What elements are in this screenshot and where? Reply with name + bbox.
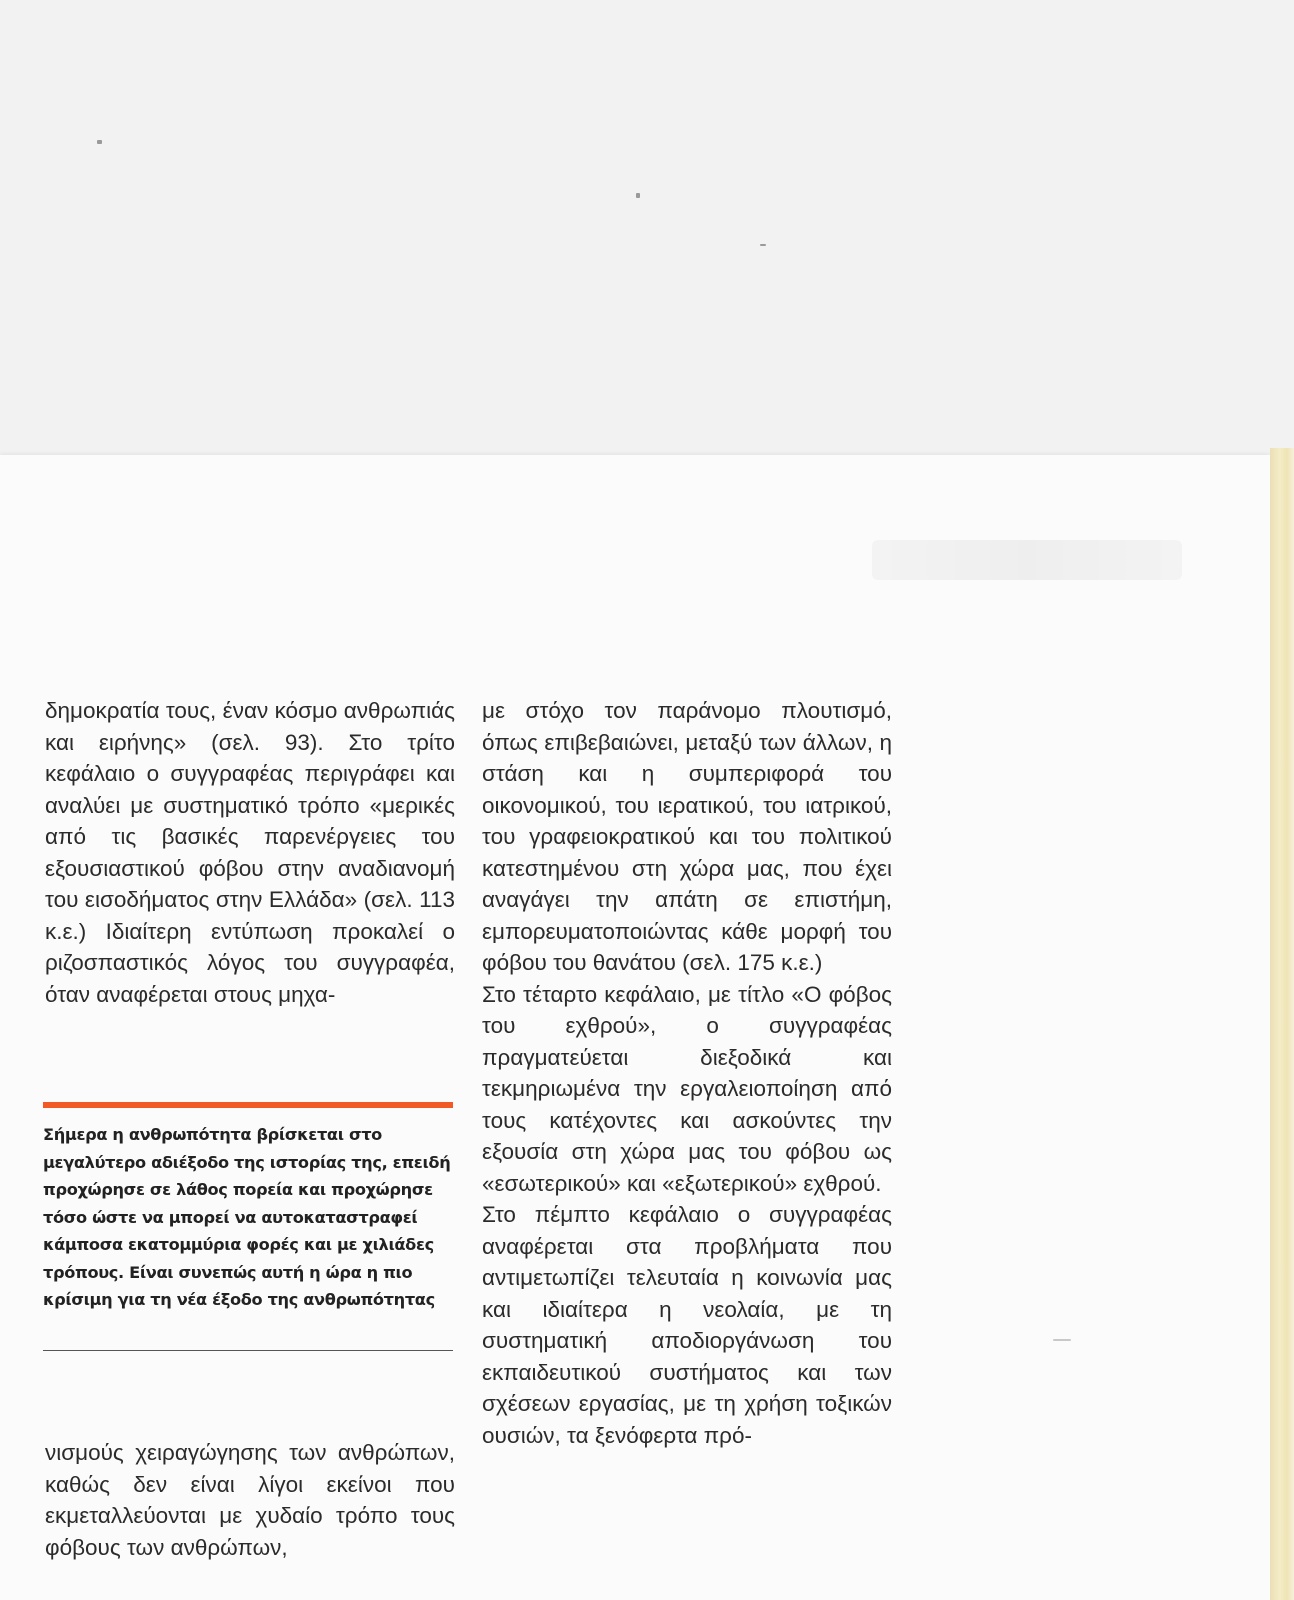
page-edge [1270,448,1294,1600]
pull-quote: Σήμερα η ανθρωπότητα βρίσκεται στο μεγαλύτερο αδιέξοδο της ιστορίας της, επειδή προχώρησε σε λάθος πορεία και προχώρησε τόσο ώστε να μπορεί να αυτοκαταστραφεί κάμποσα εκατομμύρια φορές και με χιλιάδες τρόπους. Είναι συνεπώς αυτή η ώρα η πιο κρίσιμη για τη νέα έξοδο της ανθρωπότητας [43,1125,451,1309]
faint-show-through-header [872,540,1182,580]
pull-quote-top-rule [43,1102,453,1108]
article-column-left-top [45,695,455,1010]
dust-speck [760,244,766,246]
article-column-left-bottom [45,1437,455,1563]
article-paragraph: με στόχο τον παράνομο πλουτισμό, όπως επιβεβαιώνει, μεταξύ των άλλων, η στάση και η συμπεριφορά του οικονομικού, του ιερατικού, του ιατρικού, του γραφειοκρατικού και του πολιτικού κατεστημένου στη χώρα μας, που έχει αναγάγει την απάτη σε επιστήμη, εμπορευματοποιώντας κάθε μορφή του φόβου του θανάτου (σελ. 175 κ.ε.) [482,698,892,975]
article-paragraph: δημοκρατία τους, έναν κόσμο ανθρωπιάς και ειρήνης» (σελ. 93). Στο τρίτο κεφάλαιο ο συγγραφέας περιγράφει και αναλύει με συστηματικό τρόπο «μερικές από τις βασικές παρενέργειες του εξουσιαστικού φόβου στην αναδιανομή του εισοδήματος στην Ελλάδα» (σελ. 113 κ.ε.) Ιδιαίτερη εντύπωση προκαλεί ο ριζοσπαστικός λόγος του συγγραφέα, όταν αναφέρεται στους μηχα- [45,698,455,1007]
article-paragraph: νισμούς χειραγώγησης των ανθρώπων, καθώς δεν είναι λίγοι εκείνοι που εκμεταλλεύονται με χυδαίο τρόπο τους φόβους των ανθρώπων, [45,1440,455,1560]
pull-quote-bottom-rule [43,1350,453,1351]
article-column-right [482,695,892,1451]
dust-speck [1053,1339,1071,1341]
dust-speck [636,193,640,198]
dust-speck [97,140,102,144]
article-paragraph: Στο τέταρτο κεφάλαιο, με τίτλο «Ο φόβος του εχθρού», ο συγγραφέας πραγματεύεται διεξοδικά και τεκμηριωμένα την εργαλειοποίηση από τους κατέχοντες και ασκούντες την εξουσία στη χώρα μας του φόβου ως «εσωτερικού» και «εξωτερικού» εχθρού. [482,981,892,1196]
article-paragraph: Στο πέμπτο κεφάλαιο ο συγγραφέας αναφέρεται στα προβλήματα που αντιμετωπίζει τελευταία η κοινωνία μας και ιδιαίτερα η νεολαία, με τη συστηματική αποδιοργάνωση του εκπαιδευτικού συστήματος και των σχέσεων εργασίας, με τη χρήση τοξικών ουσιών, τα ξενόφερτα πρό- [482,1202,892,1448]
